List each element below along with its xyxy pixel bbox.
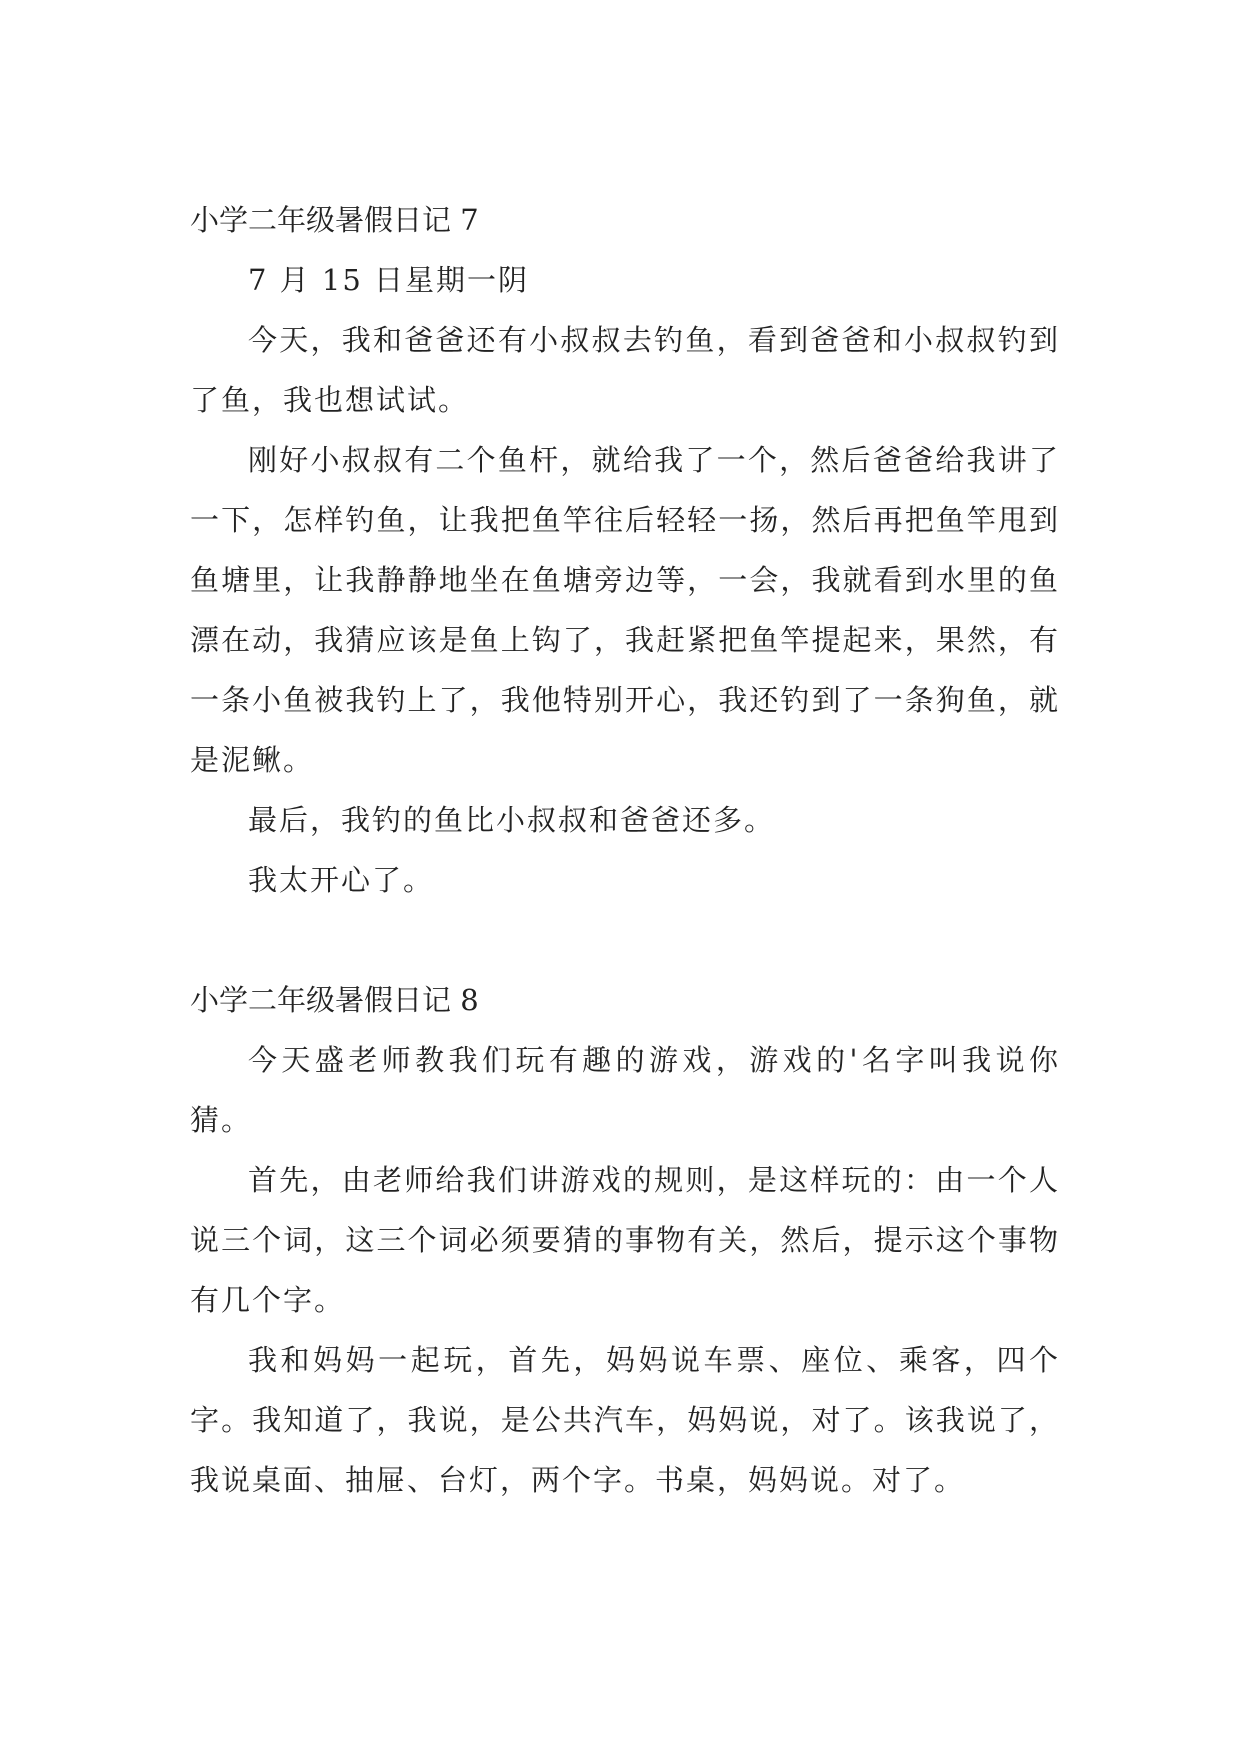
paragraph: 最后，我钓的鱼比小叔叔和爸爸还多。: [248, 803, 776, 837]
diary-entry-7: [190, 190, 1060, 910]
entry-date: 7 月 15 日星期一阴: [248, 263, 530, 297]
document-body: [190, 190, 1060, 1510]
paragraph: 我太开心了。: [248, 863, 435, 897]
paragraph: 刚好小叔叔有二个鱼杆，就给我了一个，然后爸爸给我讲了一下，怎样钓鱼，让我把鱼竿往后轻轻一扬，然后再把鱼竿甩到鱼塘里，让我静静地坐在鱼塘旁边等，一会，我就看到水里的鱼漂在动，我猜应该是鱼上钩了，我赶紧把鱼竿提起来，果然，有一条小鱼被我钓上了，我他特别开心，我还钓到了一条狗鱼，就是泥鳅。: [190, 443, 1060, 777]
entry-title: 小学二年级暑假日记 7: [190, 203, 479, 237]
entry-title: 小学二年级暑假日记 8: [190, 983, 479, 1017]
paragraph: 我和妈妈一起玩，首先，妈妈说车票、座位、乘客，四个字。我知道了，我说，是公共汽车，妈妈说，对了。该我说了，我说桌面、抽屉、台灯，两个字。书桌，妈妈说。对了。: [190, 1343, 1060, 1497]
paragraph: 今天，我和爸爸还有小叔叔去钓鱼，看到爸爸和小叔叔钓到了鱼，我也想试试。: [190, 323, 1060, 417]
paragraph: 首先，由老师给我们讲游戏的规则，是这样玩的：由一个人说三个词，这三个词必须要猜的事物有关，然后，提示这个事物有几个字。: [190, 1163, 1060, 1317]
paragraph: 今天盛老师教我们玩有趣的游戏，游戏的'名字叫我说你猜。: [190, 1043, 1060, 1137]
diary-entry-8: [190, 970, 1060, 1510]
